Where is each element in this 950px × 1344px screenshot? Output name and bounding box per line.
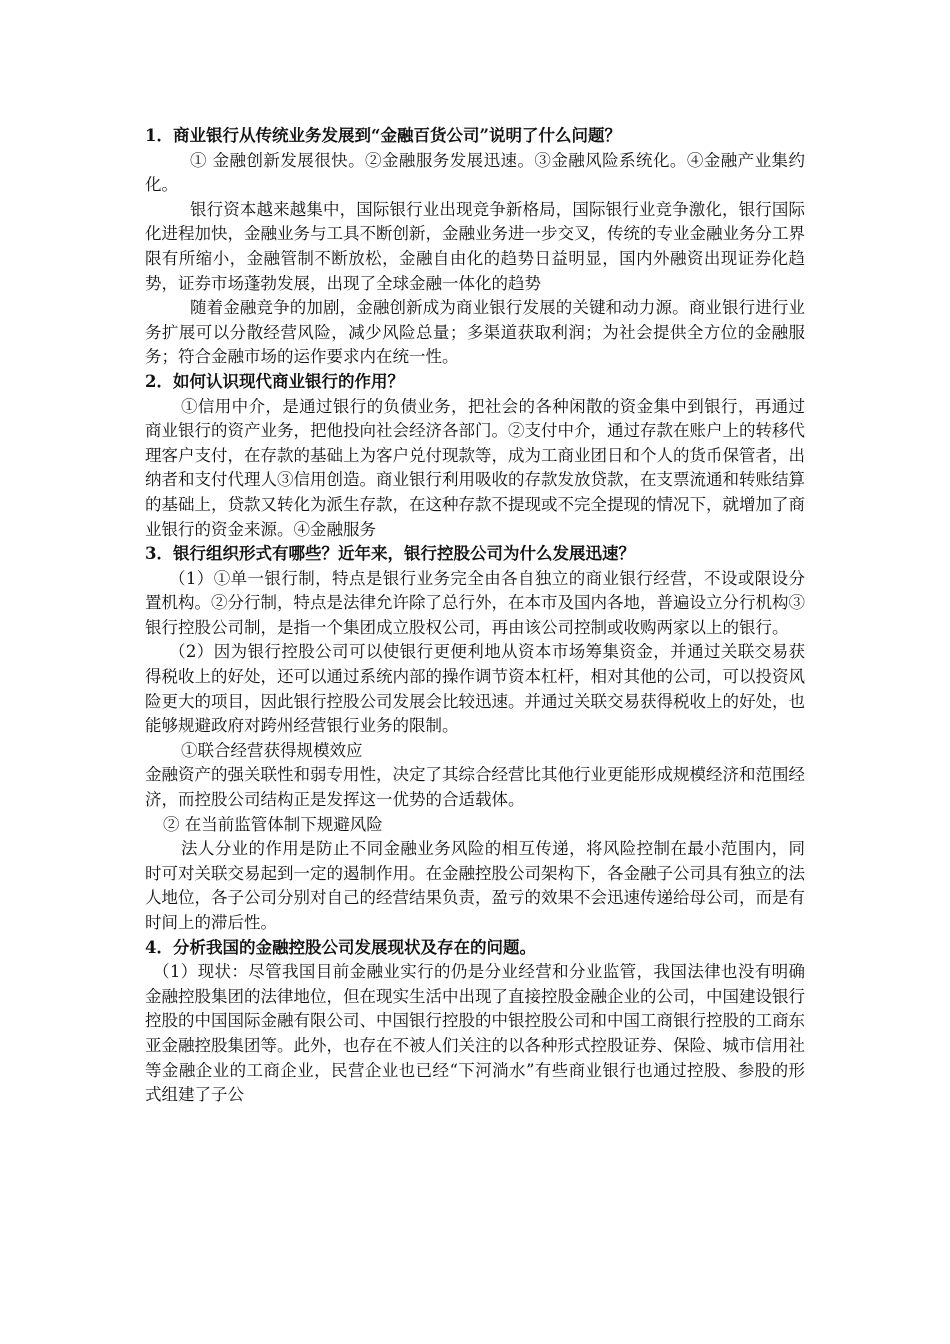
answer-3-part-2: （2）因为银行控股公司可以使银行更便利地从资本市场筹集资金，并通过关联交易获得税收上的好处，还可以通过系统内部的操作调节资本杠杆，相对其他的公司，可以投资风险更大的项目，因此银行控股公司发展会比较迅速。并通过关联交易获得税收上的好处，也能够规避政府对跨州经营银行业务的限制。 (145, 642, 805, 736)
answer-1-paragraph: 随着金融竞争的加剧，金融创新成为商业银行发展的关键和动力源。商业银行进行业务扩展可以分散经营风险，减少风险总量；多渠道获取利润；为社会提供全方位的金融服务；符合金融市场的运作要求内在统一性。 (145, 298, 805, 367)
answer-3-point-1-detail: 金融资产的强关联性和弱专用性，决定了其综合经营比其他行业更能形成规模经济和范围经济，而控股公司结构正是发挥这一优势的合适载体。 (145, 765, 805, 810)
question-3-heading: 3．银行组织形式有哪些？近年来，银行控股公司为什么发展迅速？ (145, 544, 635, 564)
answer-4-paragraph: （1）现状：尽管我国目前金融业实行的仍是分业经营和分业监管，我国法律也没有明确金融控股集团的法律地位，但在现实生活中出现了直接控股金融企业的公司，中国建设银行控股的中国国际金融有限公司、中国银行控股的中银控股公司和中国工商银行控股的工商东亚金融控股集团等。此外，也存在不被人们关注的以各种形式控股证券、保险、城市信用社等金融企业的工商企业，民营企业也已经“下河淌水”有些商业银行也通过控股、参股的形式组建了子公 (145, 962, 805, 1105)
question-2-heading: 2．如何认识现代商业银行的作用？ (145, 371, 404, 391)
answer-3-point-2-detail: 法人分业的作用是防止不同金融业务风险的相互传递，将风险控制在最小范围内，同时可对关联交易起到一定的遏制作用。在金融控股公司架构下，各金融子公司具有独立的法人地位，各子公司分别对自己的经营结果负责，盈亏的效果不会迅速传递给母公司，而是有时间上的滞后性。 (145, 839, 805, 932)
question-4-heading: 4．分析我国的金融控股公司发展现状及存在的问题。 (145, 937, 536, 957)
answer-3-part-1: （1）①单一银行制，特点是银行业务完全由各自独立的商业银行经营，不设或限设分置机构。②分行制，特点是法律允许除了总行外，在本市及国内各地，普遍设立分行机构③银行控股公司制，是指一个集团成立股权公司，再由该公司控制或收购两家以上的银行。 (145, 568, 805, 637)
answer-3-point-2: ② 在当前监管体制下规避风险 (163, 814, 383, 834)
answer-1-summary: ① 金融创新发展很快。②金融服务发展迅速。③金融风险系统化。④金融产业集约化。 (145, 150, 805, 195)
question-1-heading: 1．商业银行从传统业务发展到“金融百货公司”说明了什么问题？ (145, 126, 621, 145)
answer-2-paragraph: ①信用中介，是通过银行的负债业务，把社会的各种闲散的资金集中到银行，再通过商业银行的资产业务，把他投向社会经济各部门。②支付中介，通过存款在账户上的转移代理客户支付，在存款的基础上为客户兑付现款等，成为工商业团日和个人的货币保管者，出纳者和支付代理人③信用创造。商业银行利用吸收的存款发放贷款，在支票流通和转账结算的基础上，贷款又转化为派生存款，在这种存款不提现或不完全提现的情况下，就增加了商业银行的资金来源。④金融服务 (145, 396, 805, 539)
answer-1-paragraph: 银行资本越来越集中，国际银行业出现竞争新格局，国际银行业竞争激化，银行国际化进程加快，金融业务与工具不断创新，金融业务进一步交叉，传统的专业金融业务分工界限有所缩小，金融管制不断放松，金融自由化的趋势日益明显，国内外融资出现证券化趋势，证券市场蓬勃发展，出现了全球金融一体化的趋势 (145, 199, 805, 293)
document-body (145, 124, 805, 1108)
answer-3-point-1: ①联合经营获得规模效应 (181, 740, 363, 760)
